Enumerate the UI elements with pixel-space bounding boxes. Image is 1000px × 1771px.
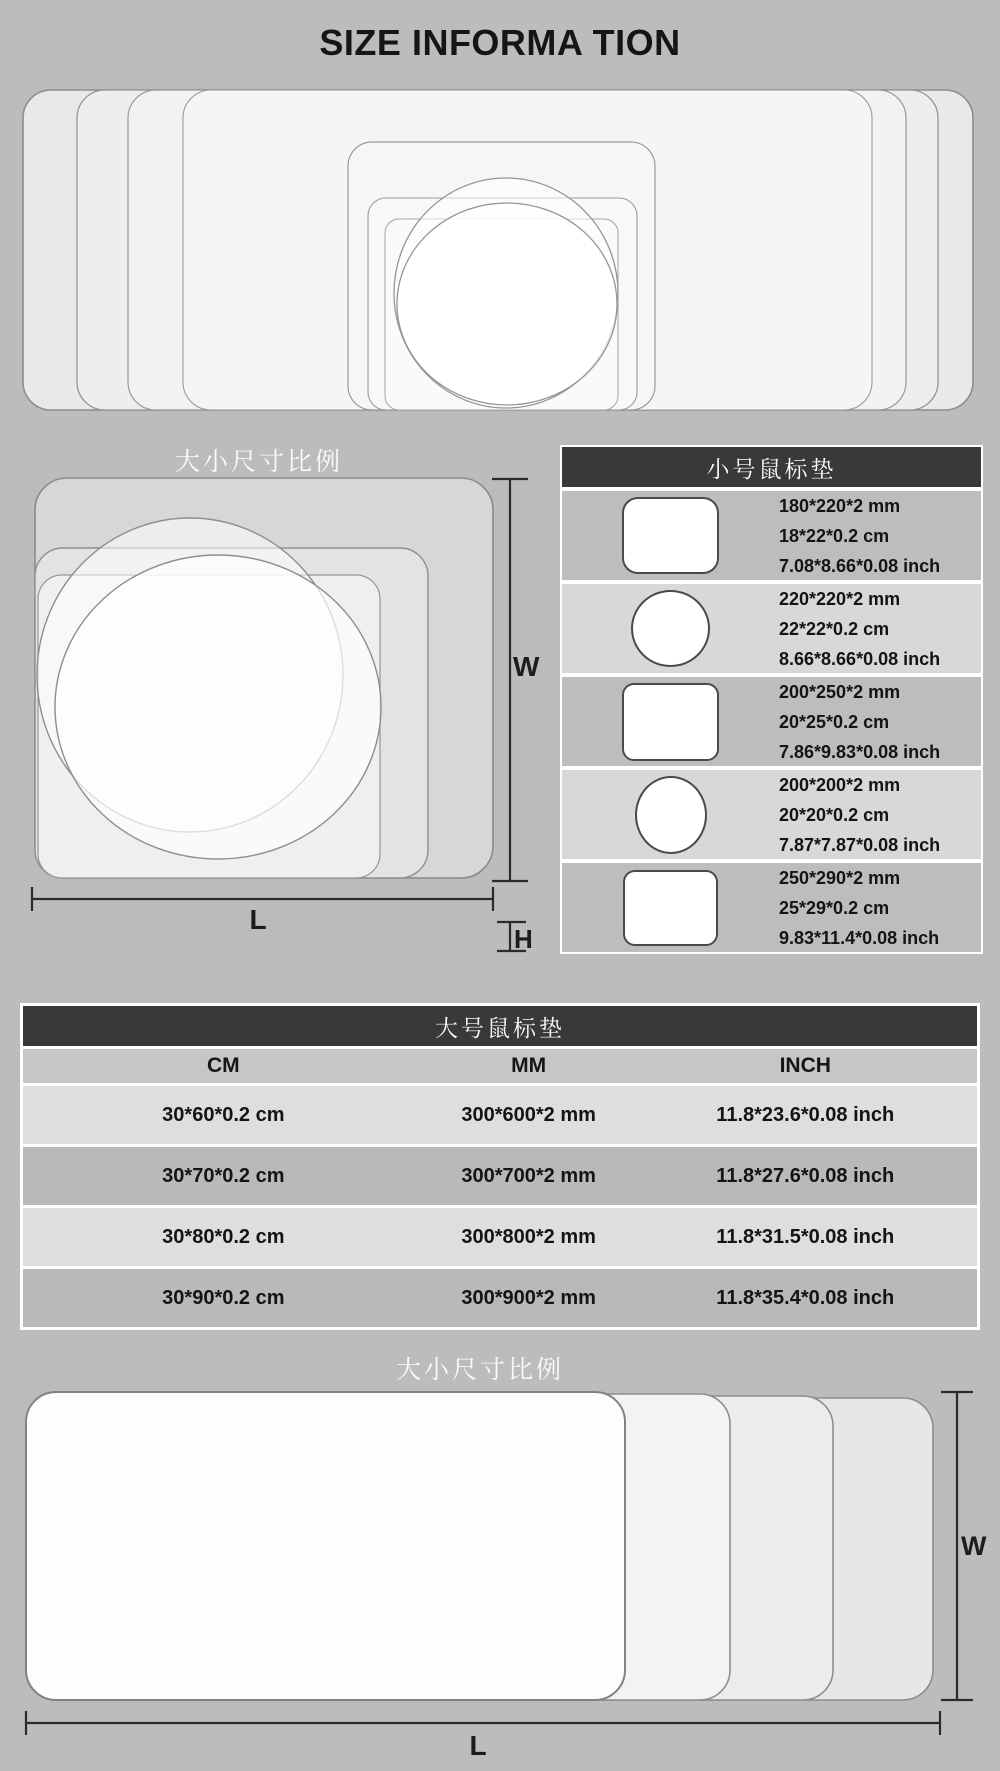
- table-row: [562, 677, 981, 766]
- size-mm: 220*220*2 mm: [779, 589, 901, 609]
- dim-h-label: H: [514, 924, 533, 954]
- size-cm: 25*29*0.2 cm: [779, 898, 890, 918]
- size-mm: 200*250*2 mm: [779, 682, 901, 702]
- size-mm: 250*290*2 mm: [779, 868, 901, 888]
- top-stacked-pads-diagram: [0, 89, 1000, 414]
- size-mm: 300*800*2 mm: [461, 1225, 596, 1248]
- column-header-row: [23, 1049, 977, 1083]
- size-inch: 8.66*8.66*0.08 inch: [779, 649, 941, 669]
- size-inch: 9.83*11.4*0.08 inch: [779, 928, 940, 948]
- size-cm: 18*22*0.2 cm: [779, 526, 890, 546]
- table-row: [23, 1269, 977, 1327]
- table-row: [23, 1147, 977, 1205]
- size-inch: 11.8*27.6*0.08 inch: [716, 1164, 895, 1187]
- mousepad-outline: [26, 1392, 625, 1700]
- small-pad-size-table: [560, 445, 983, 954]
- table-row: [23, 1086, 977, 1144]
- page-title: SIZE INFORMA TION: [319, 22, 681, 63]
- table-row: [562, 770, 981, 859]
- size-inch: 7.86*9.83*0.08 inch: [779, 742, 941, 762]
- column-header-cm: CM: [207, 1054, 240, 1077]
- large-table-title: 大号鼠标垫: [23, 1006, 977, 1046]
- size-mm: 300*900*2 mm: [461, 1286, 596, 1309]
- dim-w-label: W: [961, 1531, 987, 1561]
- size-cm: 30*90*0.2 cm: [162, 1286, 285, 1309]
- size-inch: 11.8*23.6*0.08 inch: [716, 1103, 895, 1126]
- size-cm: 20*25*0.2 cm: [779, 712, 890, 732]
- column-header-inch: INCH: [779, 1054, 831, 1077]
- size-mm: 180*220*2 mm: [779, 496, 901, 516]
- table-row: [562, 863, 981, 952]
- dim-l-label: L: [469, 1730, 487, 1761]
- size-cm: 22*22*0.2 cm: [779, 619, 890, 639]
- size-inch: 7.08*8.66*0.08 inch: [779, 556, 941, 576]
- dim-w-label: W: [513, 651, 540, 682]
- circle-icon: [635, 776, 707, 854]
- rounded-square-icon: [622, 683, 719, 761]
- size-cm: 30*80*0.2 cm: [162, 1225, 285, 1248]
- size-mm: 300*600*2 mm: [461, 1103, 596, 1126]
- size-cm: 30*60*0.2 cm: [162, 1103, 285, 1126]
- size-cm: 30*70*0.2 cm: [162, 1164, 285, 1187]
- small-pads-scale-diagram: [0, 470, 545, 965]
- small-table-title: 小号鼠标垫: [562, 447, 981, 487]
- dim-l-label: L: [249, 904, 267, 935]
- large-pad-size-table: [20, 1003, 980, 1330]
- size-inch: 11.8*31.5*0.08 inch: [716, 1225, 895, 1248]
- table-row: [562, 491, 981, 580]
- rounded-square-icon: [622, 497, 719, 574]
- mousepad-circle: [397, 203, 617, 405]
- size-mm: 200*200*2 mm: [779, 775, 901, 795]
- large-scale-section-label: 大小尺寸比例: [395, 1356, 564, 1384]
- size-inch: 7.87*7.87*0.08 inch: [779, 835, 941, 855]
- mousepad-circle: [55, 555, 381, 859]
- column-header-mm: MM: [511, 1054, 547, 1077]
- size-cm: 20*20*0.2 cm: [779, 805, 890, 825]
- circle-icon: [631, 590, 710, 667]
- rounded-square-icon: [623, 870, 718, 946]
- table-row: [562, 584, 981, 673]
- size-mm: 300*700*2 mm: [461, 1164, 596, 1187]
- large-pads-scale-diagram: [0, 1388, 1000, 1771]
- table-row: [23, 1208, 977, 1266]
- small-scale-section-label: 大小尺寸比例: [174, 448, 343, 476]
- size-inch: 11.8*35.4*0.08 inch: [716, 1286, 895, 1309]
